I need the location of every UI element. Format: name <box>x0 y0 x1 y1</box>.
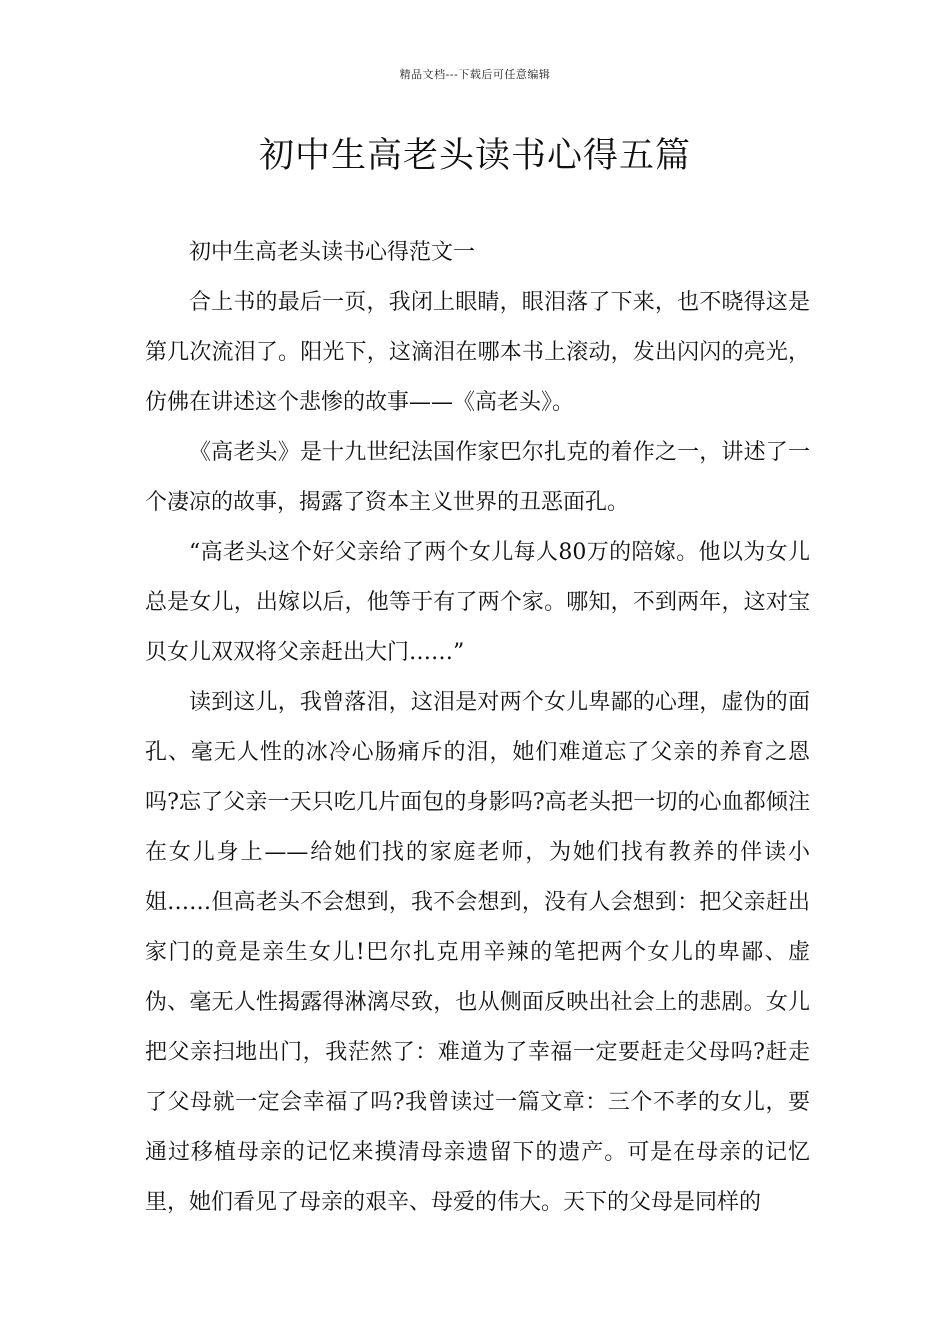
document-body <box>145 228 810 1228</box>
document-title: 初中生高老头读书心得五篇 <box>258 136 691 176</box>
body-paragraph: 《高老头》是十九世纪法国作家巴尔扎克的着作之一，讲述了一个凄凉的故事，揭露了资本主义世界的丑恶面孔。 <box>145 440 810 515</box>
body-paragraph: “高老头这个好父亲给了两个女儿每人80万的陪嫁。他以为女儿总是女儿，出嫁以后，他等于有了两个家。哪知，不到两年，这对宝贝女儿双双将父亲赶出大门……” <box>145 540 810 665</box>
header-note: 精品文档---下载后可任意编辑 <box>399 68 551 81</box>
section-heading: 初中生高老头读书心得范文一 <box>189 240 476 265</box>
body-paragraph: 读到这儿，我曾落泪，这泪是对两个女儿卑鄙的心理，虚伪的面孔、毫无人性的冰冷心肠痛斥的泪，她们难道忘了父亲的养育之恩吗?忘了父亲一天只吃几片面包的身影吗?高老头把一切的心血都倾注在女儿身上——给她们找的家庭老师，为她们找有教养的伴读小姐……但高老头不会想到，我不会想到，没有人会想到：把父亲赶出家门的竟是亲生女儿!巴尔扎克用辛辣的笔把两个女儿的卑鄙、虚伪、毫无人性揭露得淋漓尽致，也从侧面反映出社会上的悲剧。女儿把父亲扫地出门，我茫然了：难道为了幸福一定要赶走父母吗?赶走了父母就一定会幸福了吗?我曾读过一篇文章：三个不孝的女儿，要通过移植母亲的记忆来摸清母亲遗留下的遗产。可是在母亲的记忆里，她们看见了母亲的艰辛、母爱的伟大。天下的父母是同样的 <box>145 690 810 1215</box>
body-paragraph: 合上书的最后一页，我闭上眼睛，眼泪落了下来，也不晓得这是第几次流泪了。阳光下，这滴泪在哪本书上滚动，发出闪闪的亮光，仿佛在讲述这个悲惨的故事——《高老头》。 <box>145 290 810 415</box>
